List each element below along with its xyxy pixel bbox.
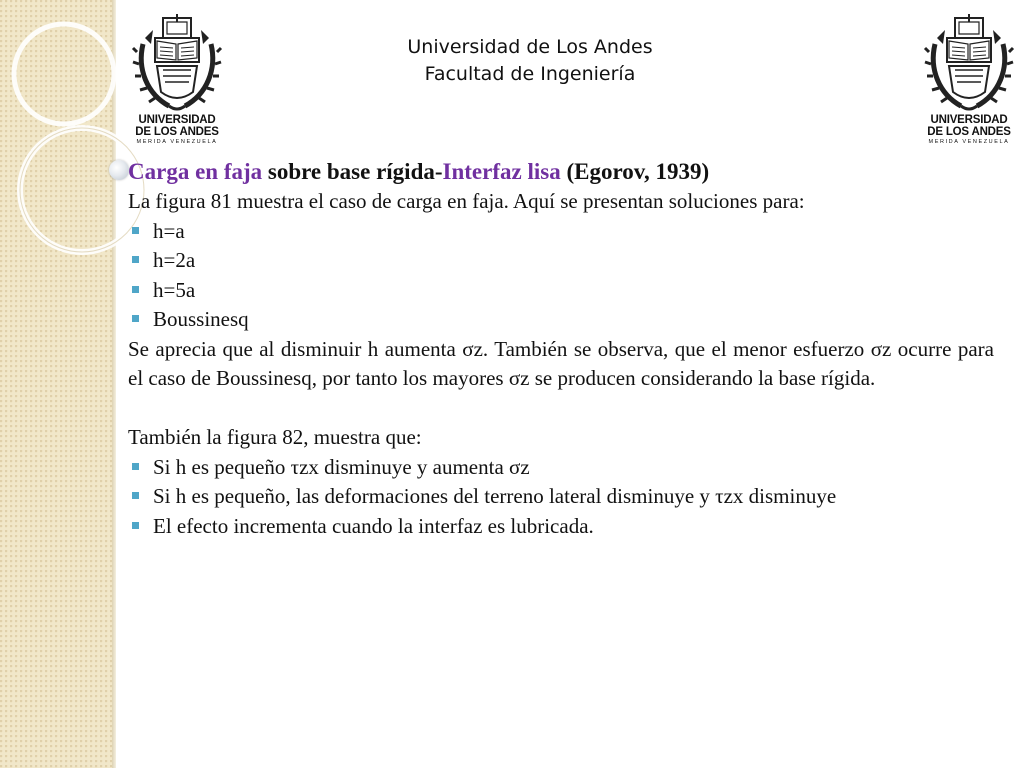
square-bullet-icon xyxy=(132,227,139,234)
list-item xyxy=(128,305,994,335)
intro-text: La figura 81 muestra el caso de carga en faja. Aquí se presentan soluciones para: xyxy=(128,189,805,213)
header-university: Universidad de Los Andes xyxy=(407,36,653,58)
square-bullet-icon xyxy=(132,315,139,322)
square-bullet-icon xyxy=(132,256,139,263)
logo-name-line2: DE LOS ANDES xyxy=(927,126,1011,138)
university-logo-right xyxy=(921,14,1017,152)
title-part-load: Carga en faja xyxy=(128,159,263,184)
university-logo-left xyxy=(129,14,225,152)
title-part-interface: Interfaz lisa xyxy=(442,159,561,184)
list-item-text: Si h es pequeño τzx disminuye y aumenta σz xyxy=(153,454,530,479)
logo-location: MERIDA VENEZUELA xyxy=(928,139,1010,145)
list-item-text: h=a xyxy=(153,218,185,243)
page-header xyxy=(330,34,730,88)
header-faculty: Facultad de Ingeniería xyxy=(424,63,636,85)
list-item xyxy=(128,453,994,483)
logo-name-line2: DE LOS ANDES xyxy=(135,126,219,138)
list-item-text: h=2a xyxy=(153,248,196,272)
list-item-text: Boussinesq xyxy=(153,307,249,331)
logo-name-line1: UNIVERSIDAD xyxy=(930,114,1008,126)
slide-content xyxy=(128,157,994,541)
intro2-text: También la figura 82, muestra que: xyxy=(128,425,422,449)
slide-title xyxy=(128,157,994,187)
square-bullet-icon xyxy=(132,286,139,293)
explanation-paragraph: Se aprecia que al disminuir h aumenta σz. También se observa, que el menor esfuerzo σz ocurre para el caso de Boussinesq, por tanto los mayores σz se producen considerando la base rígida. xyxy=(128,336,994,390)
square-bullet-icon xyxy=(132,463,139,470)
university-seal-icon xyxy=(129,14,225,114)
list-item-text: Si h es pequeño, las deformaciones del terreno lateral disminuye y τzx disminuye xyxy=(153,484,837,508)
list-item xyxy=(128,276,994,306)
blank-line xyxy=(128,394,994,424)
square-bullet-icon xyxy=(132,522,139,529)
list-item-text: h=5a xyxy=(153,277,196,302)
square-bullet-icon xyxy=(132,492,139,499)
title-part-reference: (Egorov, 1939) xyxy=(560,159,710,184)
title-part-base: sobre base rígida- xyxy=(262,159,443,184)
list-item xyxy=(128,512,994,542)
list-item xyxy=(128,217,994,247)
list-item-text: El efecto incrementa cuando la interfaz es lubricada. xyxy=(153,513,594,538)
cases-list xyxy=(128,217,994,335)
list-item xyxy=(128,482,994,512)
list-item xyxy=(128,246,994,276)
observations-list xyxy=(128,453,994,542)
university-seal-icon xyxy=(921,14,1017,114)
logo-name-line1: UNIVERSIDAD xyxy=(138,114,216,126)
logo-location: MERIDA VENEZUELA xyxy=(136,139,218,145)
title-bullet-icon xyxy=(109,160,129,180)
